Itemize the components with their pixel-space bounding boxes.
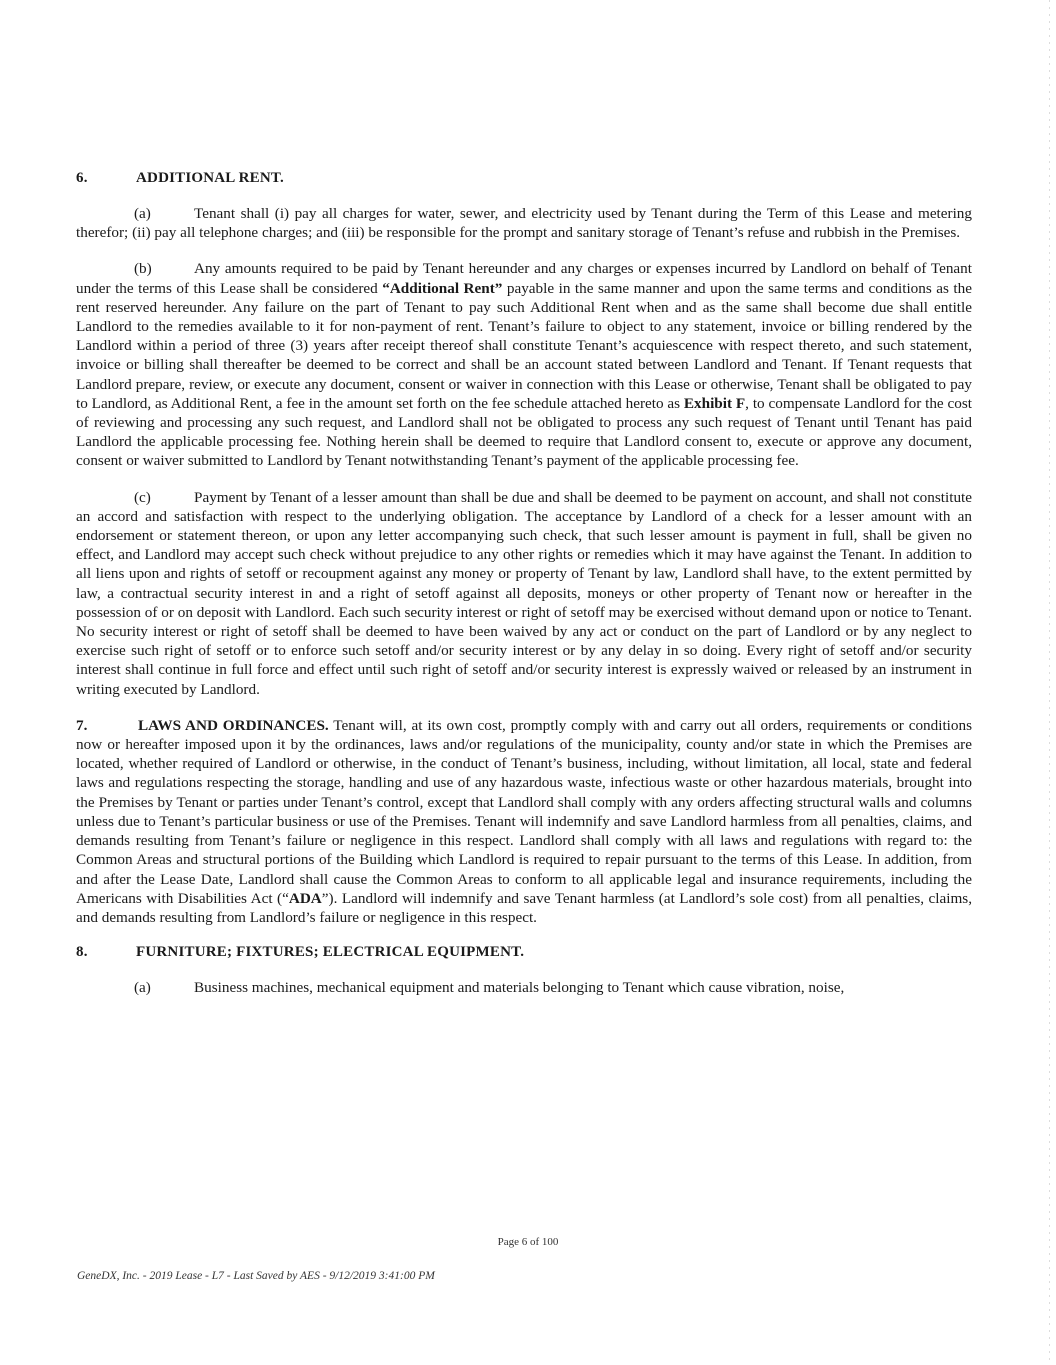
section-8a-paragraph [76,978,972,997]
section-6a-text: Tenant shall (i) pay all charges for water, sewer, and electricity used by Tenant during the Term of this Lease and metering therefor; (ii) pay all telephone charges; and (iii) be responsible for the prompt and sanitary storage of Tenant’s refuse and rubbish in the Premises. [76,205,972,242]
section-8-heading [76,944,972,961]
section-8-title: FURNITURE; FIXTURES; ELECTRICAL EQUIPMENT. [136,944,525,961]
section-6c-paragraph [76,488,972,699]
section-6b-paragraph [76,259,972,470]
section-6b-text-1: Any amounts required to be paid by Tenant hereunder and any charges or expenses incurred by Landlord on behalf of Tenant under the terms of this Lease shall be considered [76,260,972,297]
section-8a-text: Business machines, mechanical equipment and materials belonging to Tenant which cause vibration, noise, [194,979,845,997]
document-footer-info: GeneDX, Inc. - 2019 Lease - L7 - Last Saved by AES - 9/12/2019 3:41:00 PM [77,1270,435,1282]
section-8a-label: (a) [134,979,151,997]
section-6b-label: (b) [134,260,152,278]
section-7-text-1: Tenant will, at its own cost, promptly comply with and carry out all orders, requirements or conditions now or hereafter imposed upon it by the ordinances, laws and/or regulations of the municipality, county and/or state in which the Premises are located, whether required of Landlord or otherwise, in the conduct of Tenant’s business, including, without limitation, all local, state and federal laws and regulations respecting the storage, handling and use of any hazardous waste, infectious waste or other hazardous materials, brought into the Premises by Tenant or parties under Tenant’s control, except that Landlord shall comply with any orders affecting structural walls and columns unless due to Tenant’s particular business or use of the Premises. Tenant will indemnify and save Landlord harmless from all penalties, claims, and demands resulting from Tenant’s failure or negligence in this respect. Landlord shall comply with all laws and regulations with regard to: the Common Areas and structural portions of the Building which Landlord is required to repair pursuant to the terms of this Lease. In addition, from and after the Lease Date, Landlord shall cause the Common Areas to conform to all applicable legal and insurance requirements, including the Americans with Disabilities Act (“ [76,716,972,907]
section-6a-label: (a) [134,205,151,222]
section-7-number: 7. [76,716,88,734]
section-7-title: LAWS AND ORDINANCES. [138,716,329,734]
section-6-heading [76,170,972,187]
section-7-text-2: ”). Landlord will indemnify and save Tenant harmless (at Landlord’s sole cost) from all penalties, claims, and demands resulting from Landlord’s failure or negligence in this respect. [76,889,973,926]
section-7-paragraph [76,716,972,927]
scan-edge-marks [1049,0,1050,1365]
page-number: Page 6 of 100 [497,1236,559,1248]
section-6-title: ADDITIONAL RENT. [136,170,284,186]
section-6-number: 6. [76,170,88,186]
section-6c-label: (c) [134,488,151,506]
ada-term: ADA [288,889,322,907]
section-6a-paragraph [76,204,972,242]
section-6b-text-2: payable in the same manner and upon the same terms and conditions as the rent reserved hereunder. Any failure on the part of Tenant to pay such Additional Rent when and as the same shall become due shall entitle Landlord to the remedies available to it for non-payment of rent. Tenant’s failure to object to any statement, invoice or billing rendered by the Landlord within a period of three (3) years after receipt thereof shall constitute Tenant’s acquiescence with respect thereto, and such statement, invoice or billing shall thereafter be deemed to be correct and shall be an account stated between Landlord and Tenant. If Tenant requests that Landlord prepare, review, or execute any document, consent or waiver in connection with this Lease or otherwise, Tenant shall be obligated to pay to Landlord, as Additional Rent, a fee in the amount set forth on the fee schedule attached hereto as [76,279,972,412]
section-6b-text-3: , to compensate Landlord for the cost of reviewing and processing any such request, and Landlord shall not be obligated to process any such request of Tenant until Tenant has paid Landlord the applicable processing fee. Nothing herein shall be deemed to require that Landlord consent to, execute or approve any document, consent or waiver submitted to Landlord by Tenant notwithstanding Tenant’s payment of the applicable processing fee. [76,394,972,470]
exhibit-f-reference: Exhibit F [683,394,746,412]
section-6c-text: Payment by Tenant of a lesser amount than shall be due and shall be deemed to be payment on account, and shall not constitute an accord and satisfaction with respect to the underlying obligation. The acceptance by Landlord of a check for a lesser amount with an endorsement or statement thereon, or upon any letter accompanying such check, that such lesser amount is payment in full, shall be given no effect, and Landlord may accept such check without prejudice to any other rights or remedies which it may have against the Tenant. In addition to all liens upon and rights of setoff or recoupment against any money or property of Tenant by law, Landlord shall have, to the extent permitted by law, a contractual security interest in and a right of setoff against all deposits, moneys or other property of Tenant now or hereafter in the possession of or on deposit with Landlord. Each such security interest or right of setoff may be exercised without demand upon or notice to Tenant. No security interest or right of setoff shall be deemed to have been waived by any act or conduct on the part of Landlord or by any neglect to exercise such right of setoff or to enforce such setoff and/or security interest or by any delay in so doing. Every right of setoff and/or security interest shall continue in full force and effect until such right of setoff and/or security interest is expressly waived or released by an instrument in writing executed by Landlord. [76,488,972,698]
section-8-number: 8. [76,944,88,961]
additional-rent-term: “Additional Rent” [382,279,503,297]
document-page [76,170,972,1014]
